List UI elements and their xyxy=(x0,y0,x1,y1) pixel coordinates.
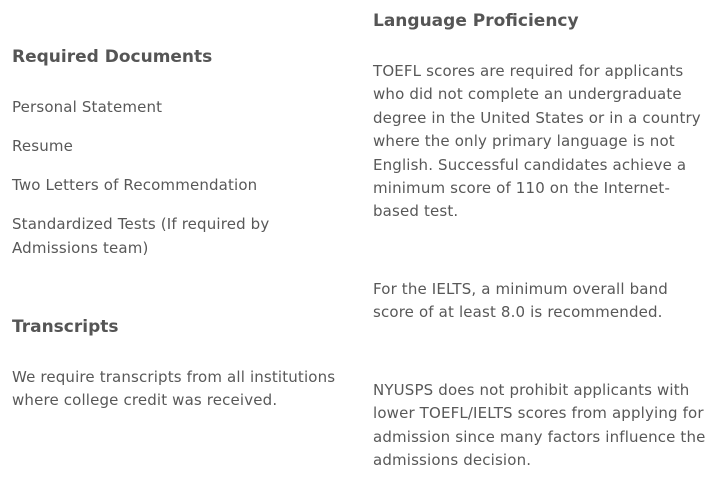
ielts-paragraph: For the IELTS, a minimum overall band score of at least 8.0 is recommended. xyxy=(373,280,668,322)
required-document-item: Standardized Tests (If required by Admissions team) xyxy=(12,215,270,257)
transcripts-heading: Transcripts xyxy=(12,317,119,337)
language-proficiency-heading: Language Proficiency xyxy=(373,11,579,31)
transcripts-body: We require transcripts from all institutions where college credit was received. xyxy=(12,368,336,410)
required-document-item: Resume xyxy=(12,137,74,155)
required-document-item: Personal Statement xyxy=(12,98,163,116)
toefl-paragraph: TOEFL scores are required for applicants who did not complete an undergraduate degree in the United States or in a country where the only primary language is not English. Successful candidates achieve a minimum score of 110 on the Internet-based test. xyxy=(373,62,701,221)
required-documents-heading: Required Documents xyxy=(12,47,213,67)
required-document-item: Two Letters of Recommendation xyxy=(12,176,258,194)
score-policy-paragraph: NYUSPS does not prohibit applicants with lower TOEFL/IELTS scores from applying for admission since many factors influence the admissions decision. xyxy=(373,381,706,470)
